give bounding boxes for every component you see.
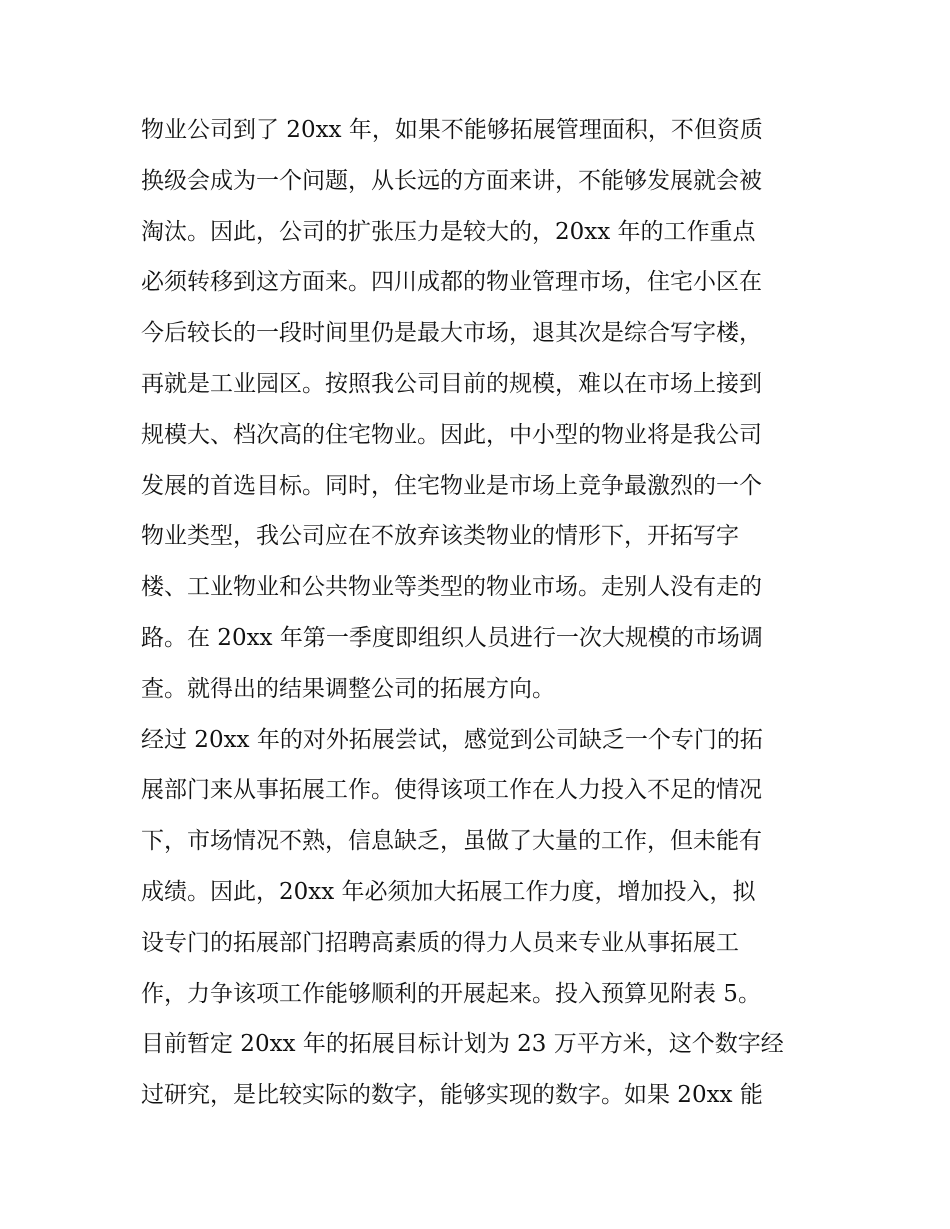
text-line: 展部门来从事拓展工作。使得该项工作在人力投入不足的情况: [141, 777, 762, 804]
body-text: [141, 105, 821, 1121]
text-line: 换级会成为一个问题，从长远的方面来讲，不能够发展就会被: [141, 167, 762, 194]
text-line: 成绩。因此，20xx 年必须加大拓展工作力度，增加投入，拟: [141, 878, 756, 905]
text-line: 经过 20xx 年的对外拓展尝试，感觉到公司缺乏一个专门的拓: [141, 726, 763, 753]
text-line: 淘汰。因此，公司的扩张压力是较大的，20xx 年的工作重点: [141, 218, 756, 245]
text-line: 再就是工业园区。按照我公司目前的规模，难以在市场上接到: [141, 370, 762, 397]
text-line: 今后较长的一段时间里仍是最大市场，退其次是综合写字楼，: [141, 320, 762, 347]
text-line: 规模大、档次高的住宅物业。因此，中小型的物业将是我公司: [141, 421, 762, 448]
text-line: 物业类型，我公司应在不放弃该类物业的情形下，开拓写字: [141, 523, 739, 550]
text-line: 路。在 20xx 年第一季度即组织人员进行一次大规模的市场调: [141, 624, 763, 651]
text-line: 作，力争该项工作能够顺利的开展起来。投入预算见附表 5。: [141, 980, 761, 1007]
text-line: 物业公司到了 20xx 年，如果不能够拓展管理面积，不但资质: [141, 117, 763, 143]
text-line: 必须转移到这方面来。四川成都的物业管理市场，住宅小区在: [141, 269, 762, 296]
text-line: 下，市场情况不熟，信息缺乏，虽做了大量的工作，但未能有: [141, 828, 762, 855]
text-line: 过研究，是比较实际的数字，能够实现的数字。如果 20xx 能: [141, 1082, 763, 1109]
text-line: 发展的首选目标。同时，住宅物业是市场上竞争最激烈的一个: [141, 472, 762, 499]
text-line: 目前暂定 20xx 年的拓展目标计划为 23 万平方米，这个数字经: [141, 1031, 784, 1058]
text-line: 楼、工业物业和公共物业等类型的物业市场。走别人没有走的: [141, 574, 762, 601]
text-line: 设专门的拓展部门招聘高素质的得力人员来专业从事拓展工: [141, 929, 739, 956]
text-line: 查。就得出的结果调整公司的拓展方向。: [141, 675, 555, 702]
